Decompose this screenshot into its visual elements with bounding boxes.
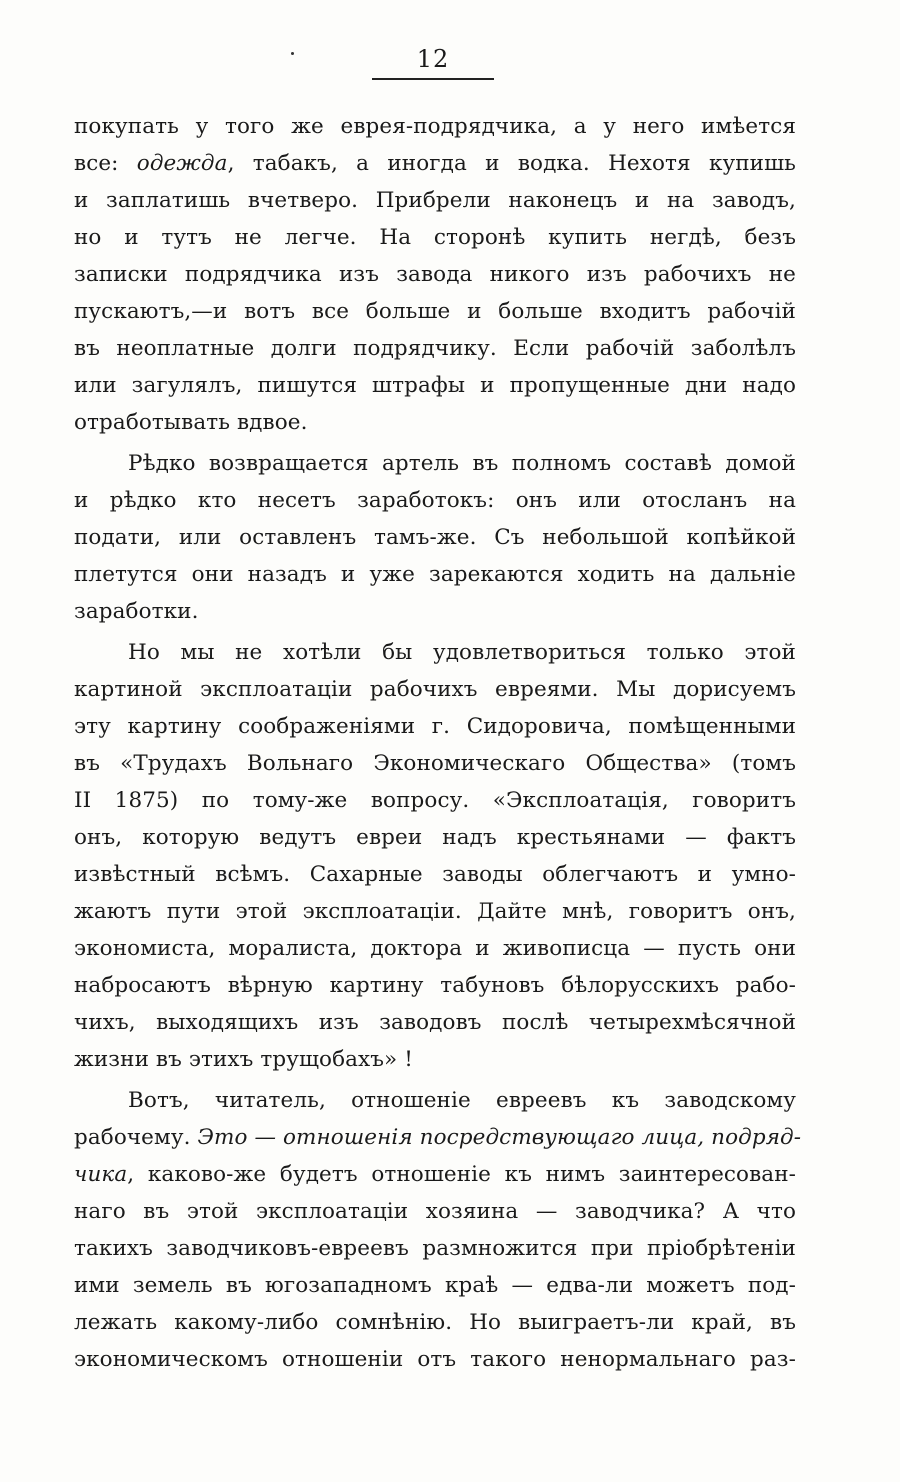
header-rule bbox=[372, 78, 494, 80]
text-line bbox=[74, 219, 796, 256]
text-line bbox=[74, 445, 796, 482]
text-run: чихъ, выходящихъ изъ заводовъ послѣ четырехмѣсячной bbox=[74, 1010, 796, 1035]
text-run: покупать у того же еврея-подрядчика, а у него имѣется bbox=[74, 114, 796, 139]
text-run: и заплатишь вчетверо. Прибрели наконецъ и на заводъ, bbox=[74, 188, 796, 213]
text-line bbox=[74, 1156, 796, 1193]
italic-run: одежда bbox=[136, 151, 228, 176]
text-line bbox=[74, 967, 796, 1004]
text-line bbox=[74, 519, 796, 556]
text-line bbox=[74, 634, 796, 671]
text-run: заработки. bbox=[74, 599, 199, 624]
text-line bbox=[74, 556, 796, 593]
text-run: все: bbox=[74, 151, 137, 176]
text-line bbox=[74, 256, 796, 293]
text-line bbox=[74, 671, 796, 708]
text-run: ими земель въ югозападномъ краѣ — едва-ли можетъ под- bbox=[74, 1273, 796, 1298]
text-line bbox=[74, 145, 796, 182]
text-run: II 1875) по тому-же вопросу. «Эксплоатація, говоритъ bbox=[74, 788, 796, 813]
italic-run: Это — отношенія посредствующаго лица, подряд- bbox=[197, 1125, 802, 1150]
text-run: пускаютъ,—и вотъ все больше и больше входитъ рабочій bbox=[74, 299, 796, 324]
text-run: жаютъ пути этой эксплоатаціи. Дайте мнѣ, говоритъ онъ, bbox=[74, 899, 796, 924]
text-run: Но мы не хотѣли бы удовлетвориться только этой bbox=[128, 640, 796, 665]
text-run: записки подрядчика изъ завода никого изъ рабочихъ не bbox=[74, 262, 796, 287]
text-line bbox=[74, 1193, 796, 1230]
text-line bbox=[74, 1004, 796, 1041]
text-line bbox=[74, 593, 796, 630]
text-run: лежать какому-либо сомнѣнію. Но выиграетъ-ли край, въ bbox=[74, 1310, 796, 1335]
text-run: извѣстный всѣмъ. Сахарные заводы облегчаютъ и умно- bbox=[74, 862, 796, 887]
text-run: жизни въ этихъ трущобахъ» ! bbox=[74, 1047, 413, 1072]
text-line bbox=[74, 1082, 796, 1119]
text-run: и рѣдко кто несетъ заработокъ: онъ или отосланъ на bbox=[74, 488, 796, 513]
text-run: но и тутъ не легче. На сторонѣ купить негдѣ, безъ bbox=[74, 225, 796, 250]
text-run: подати, или оставленъ тамъ-же. Съ небольшой копѣйкой bbox=[74, 525, 796, 550]
text-line bbox=[74, 482, 796, 519]
text-run: рабочему. bbox=[74, 1125, 198, 1150]
text-line bbox=[74, 782, 796, 819]
print-speck bbox=[291, 52, 294, 55]
text-line bbox=[74, 893, 796, 930]
text-line bbox=[74, 404, 796, 441]
text-run: плетутся они назадъ и уже зарекаются ходить на дальніе bbox=[74, 562, 796, 587]
text-line bbox=[74, 182, 796, 219]
text-line bbox=[74, 1119, 802, 1156]
text-line bbox=[74, 819, 796, 856]
text-run: такихъ заводчиковъ-евреевъ размножится при пріобрѣтеніи bbox=[74, 1236, 796, 1261]
text-run: отработывать вдвое. bbox=[74, 410, 308, 435]
text-line bbox=[74, 108, 796, 145]
text-run: , каково-же будетъ отношеніе къ нимъ заинтересован- bbox=[127, 1162, 796, 1187]
text-run: картиной эксплоатаціи рабочихъ евреями. Мы дорисуемъ bbox=[74, 677, 796, 702]
text-line bbox=[74, 856, 796, 893]
text-run: Вотъ, читатель, отношеніе евреевъ къ заводскому bbox=[128, 1088, 796, 1113]
text-line bbox=[74, 930, 796, 967]
text-line bbox=[74, 1341, 796, 1378]
text-line bbox=[74, 745, 796, 782]
text-run: экономическомъ отношеніи отъ такого ненормальнаго раз- bbox=[74, 1347, 796, 1372]
text-line bbox=[74, 293, 796, 330]
text-line bbox=[74, 1041, 796, 1078]
text-run: въ неоплатные долги подрядчику. Если рабочій заболѣлъ bbox=[74, 336, 796, 361]
text-line bbox=[74, 708, 796, 745]
text-line bbox=[74, 330, 796, 367]
text-line bbox=[74, 367, 796, 404]
text-run: набросаютъ вѣрную картину табуновъ бѣлорусскихъ рабо- bbox=[74, 973, 796, 998]
text-run: онъ, которую ведутъ евреи надъ крестьянами — фактъ bbox=[74, 825, 796, 850]
text-run: Рѣдко возвращается артель въ полномъ составѣ домой bbox=[128, 451, 796, 476]
text-line bbox=[74, 1304, 796, 1341]
body-text bbox=[74, 108, 802, 1378]
text-run: экономиста, моралиста, доктора и живописца — пусть они bbox=[74, 936, 796, 961]
text-run: эту картину соображеніями г. Сидоровича, помѣщенными bbox=[74, 714, 796, 739]
text-line bbox=[74, 1267, 796, 1304]
text-run: , табакъ, а иногда и водка. Нехотя купишь bbox=[227, 151, 796, 176]
text-run: или загулялъ, пишутся штрафы и пропущенные дни надо bbox=[74, 373, 796, 398]
text-run: въ «Трудахъ Вольнаго Экономическаго Общества» (томъ bbox=[74, 751, 796, 776]
text-run: наго въ этой эксплоатаціи хозяина — заводчика? А что bbox=[74, 1199, 796, 1224]
page-header bbox=[372, 44, 494, 80]
text-line bbox=[74, 1230, 796, 1267]
page-number: 12 bbox=[416, 45, 450, 73]
italic-run: чика bbox=[74, 1162, 128, 1187]
